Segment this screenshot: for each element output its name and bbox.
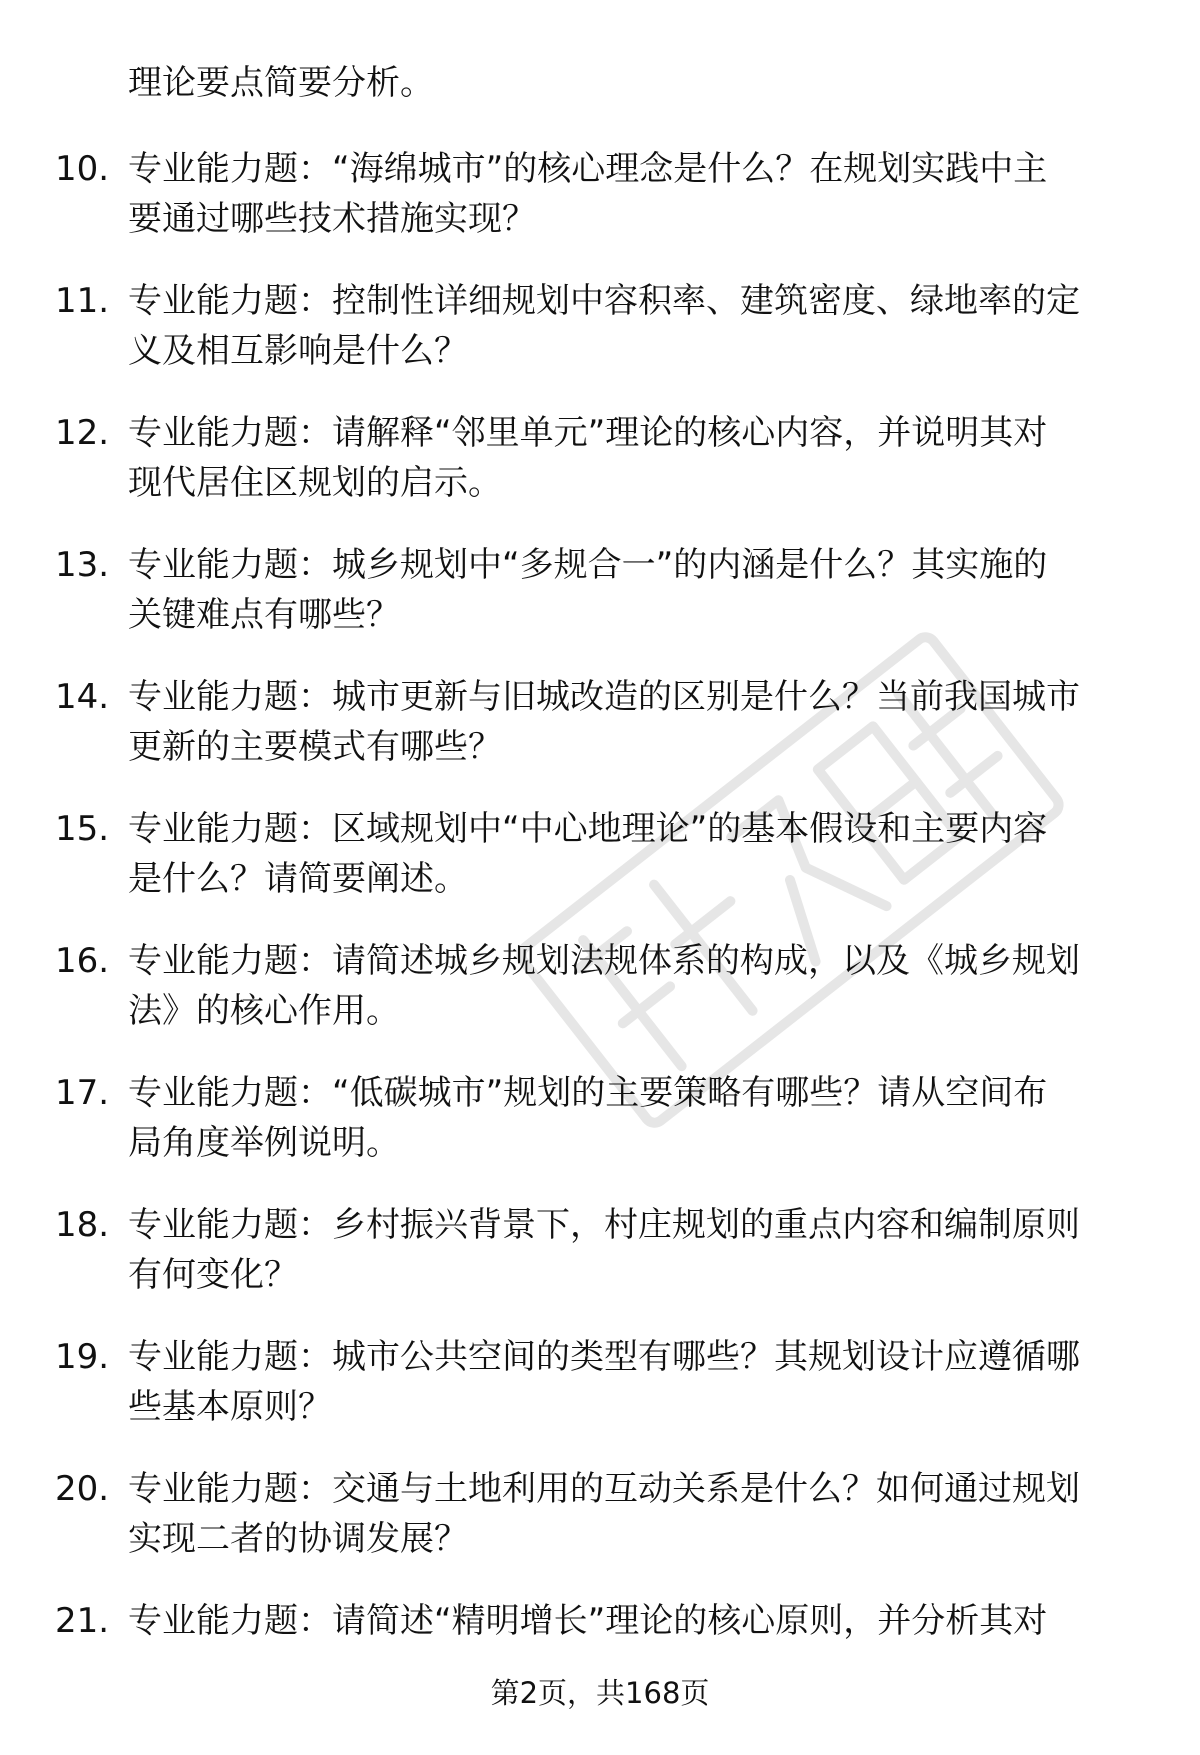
question-text-line: 专业能力题：请解释“邻里单元”理论的核心内容，并说明其对 xyxy=(128,413,1048,453)
question-text xyxy=(128,276,1148,376)
question-text-line: 专业能力题：城市更新与旧城改造的区别是什么？当前我国城市 xyxy=(128,677,1080,717)
question-text-line: 专业能力题：区域规划中“中心地理论”的基本假设和主要内容 xyxy=(128,809,1048,849)
question-text-line: 是什么？请简要阐述。 xyxy=(128,859,468,899)
question-number: 10. xyxy=(55,149,110,189)
question-number: 21. xyxy=(55,1601,110,1641)
question-text xyxy=(128,408,1148,508)
question-item xyxy=(0,1068,1200,1200)
question-text xyxy=(128,144,1148,244)
question-text xyxy=(128,804,1148,904)
question-item xyxy=(0,540,1200,672)
question-item xyxy=(0,144,1200,276)
question-text xyxy=(128,1068,1148,1168)
question-number: 15. xyxy=(55,809,110,849)
question-text-line: 要通过哪些技术措施实现？ xyxy=(128,199,536,239)
question-text xyxy=(128,1596,1148,1646)
question-number: 14. xyxy=(55,677,110,717)
question-item xyxy=(0,1200,1200,1332)
question-item xyxy=(0,276,1200,408)
question-text-line: 更新的主要模式有哪些？ xyxy=(128,727,502,767)
question-text-line: 些基本原则？ xyxy=(128,1387,332,1427)
question-text xyxy=(128,540,1148,640)
continued-text: 理论要点简要分析。 xyxy=(128,63,434,103)
question-text-line: 专业能力题：城乡规划中“多规合一”的内涵是什么？其实施的 xyxy=(128,545,1048,585)
question-text-line: 义及相互影响是什么？ xyxy=(128,331,468,371)
question-number: 18. xyxy=(55,1205,110,1245)
question-number: 20. xyxy=(55,1469,110,1509)
question-text-line: 局角度举例说明。 xyxy=(128,1123,400,1163)
question-item xyxy=(0,408,1200,540)
question-text-line: 专业能力题：请简述城乡规划法规体系的构成，以及《城乡规划 xyxy=(128,941,1080,981)
question-text xyxy=(128,936,1148,1036)
question-text xyxy=(128,1464,1148,1564)
question-text-line: 专业能力题：“低碳城市”规划的主要策略有哪些？请从空间布 xyxy=(128,1073,1048,1113)
question-number: 13. xyxy=(55,545,110,585)
question-text-line: 实现二者的协调发展？ xyxy=(128,1519,468,1559)
question-text-line: 专业能力题：乡村振兴背景下，村庄规划的重点内容和编制原则 xyxy=(128,1205,1080,1245)
question-item xyxy=(0,672,1200,804)
question-number: 12. xyxy=(55,413,110,453)
question-text-line: 专业能力题：城市公共空间的类型有哪些？其规划设计应遵循哪 xyxy=(128,1337,1080,1377)
question-text xyxy=(128,672,1148,772)
page-footer: 第2页，共168页 xyxy=(490,1676,710,1710)
question-item xyxy=(0,936,1200,1068)
question-item xyxy=(0,804,1200,936)
question-text-line: 专业能力题：请简述“精明增长”理论的核心原则，并分析其对 xyxy=(128,1601,1048,1641)
question-list xyxy=(0,144,1200,1728)
question-number: 17. xyxy=(55,1073,110,1113)
question-text-line: 专业能力题：“海绵城市”的核心理念是什么？在规划实践中主 xyxy=(128,149,1048,189)
question-item xyxy=(0,1332,1200,1464)
question-number: 11. xyxy=(55,281,110,321)
question-text xyxy=(128,1200,1148,1300)
question-number: 16. xyxy=(55,941,110,981)
question-text-line: 关键难点有哪些？ xyxy=(128,595,400,635)
question-text-line: 法》的核心作用。 xyxy=(128,991,400,1031)
question-text-line: 专业能力题：控制性详细规划中容积率、建筑密度、绿地率的定 xyxy=(128,281,1080,321)
question-text-line: 现代居住区规划的启示。 xyxy=(128,463,502,503)
question-number: 19. xyxy=(55,1337,110,1377)
question-text-line: 有何变化？ xyxy=(128,1255,298,1295)
question-text-line: 专业能力题：交通与土地利用的互动关系是什么？如何通过规划 xyxy=(128,1469,1080,1509)
question-item xyxy=(0,1464,1200,1596)
question-text xyxy=(128,1332,1148,1432)
